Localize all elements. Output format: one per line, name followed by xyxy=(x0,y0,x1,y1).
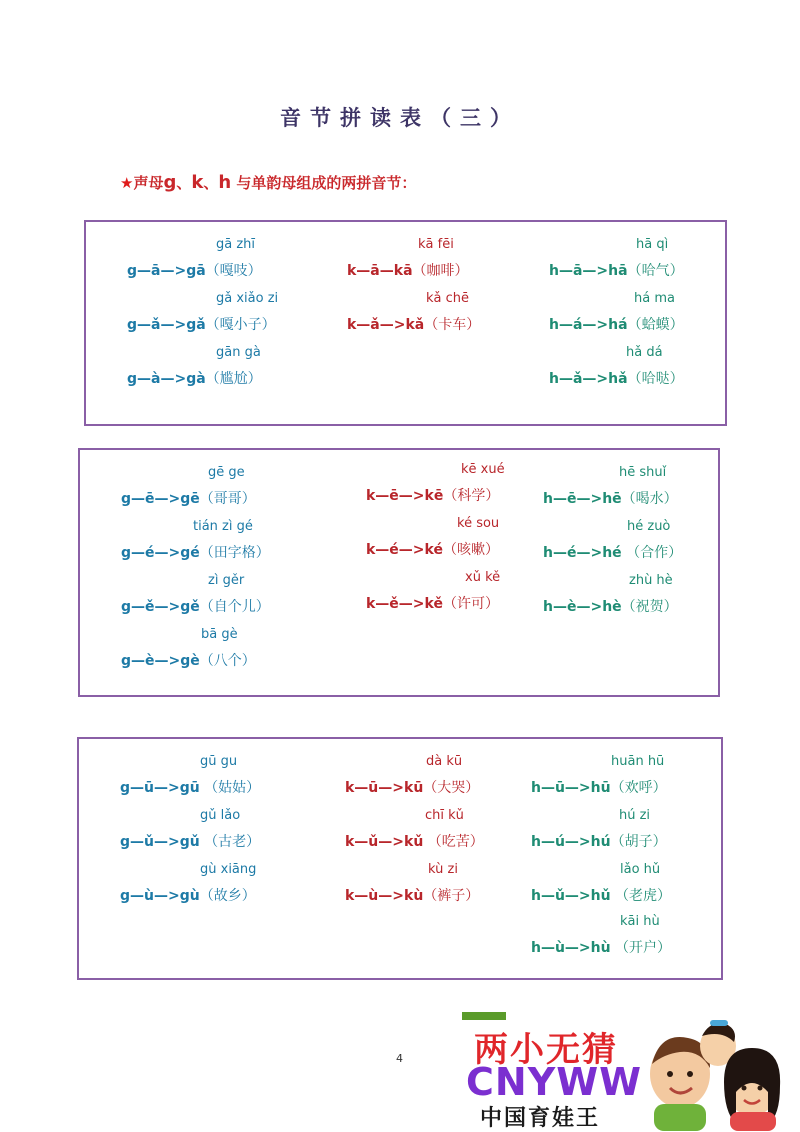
pinyin-word: zì gěr xyxy=(208,573,245,588)
example-word: （咳嗽） xyxy=(442,542,499,558)
spelling-row xyxy=(127,262,262,280)
example-word: （古老） xyxy=(199,834,261,850)
example-word: （祝贺） xyxy=(621,599,678,615)
spelling-formula: k—ē—> xyxy=(366,488,425,504)
spelling-formula: h—ú—> xyxy=(531,834,591,850)
example-word: （哈气） xyxy=(627,263,684,279)
spelling-row xyxy=(531,887,671,905)
pinyin-word: dà kū xyxy=(426,754,463,769)
syllable-result: hū xyxy=(590,780,611,796)
spelling-row xyxy=(531,779,667,797)
pinyin-word: chī kǔ xyxy=(425,808,464,823)
example-word: （咖啡） xyxy=(412,263,469,279)
pinyin-word: bā gè xyxy=(201,627,238,642)
syllable-result: gū xyxy=(179,780,200,796)
syllable-result: gù xyxy=(179,888,200,904)
spelling-row xyxy=(366,541,499,559)
pinyin-word: ké sou xyxy=(457,516,500,531)
pinyin-word: kā fēi xyxy=(418,237,454,252)
spelling-formula: k—é—> xyxy=(366,542,425,558)
spelling-formula: h—ē—> xyxy=(543,491,603,507)
example-word: （嘎吱） xyxy=(205,263,262,279)
spelling-formula: h—è—> xyxy=(543,599,603,615)
spelling-row xyxy=(121,598,270,616)
spelling-formula: g—è—> xyxy=(121,653,181,669)
spelling-row xyxy=(543,544,682,562)
pinyin-word: gù xiāng xyxy=(200,862,257,877)
spelling-formula: g—ē—> xyxy=(121,491,181,507)
spelling-row xyxy=(549,316,684,334)
syllable-result: hè xyxy=(602,599,622,615)
pinyin-word: xǔ kě xyxy=(465,570,501,585)
spelling-formula: h—ā—> xyxy=(549,263,609,279)
spelling-formula: h—é—> xyxy=(543,545,603,561)
example-word: （故乡） xyxy=(199,888,256,904)
spelling-row xyxy=(531,939,671,957)
example-word: （卡车） xyxy=(424,317,481,333)
spelling-row xyxy=(347,316,480,334)
example-word: （嘎小子） xyxy=(205,317,276,333)
spelling-formula: k—ū—> xyxy=(345,780,405,796)
spelling-row xyxy=(121,652,256,670)
spelling-row xyxy=(366,595,499,613)
spelling-formula: g—à—> xyxy=(127,371,187,387)
spelling-row xyxy=(120,887,256,905)
syllable-result: kǎ xyxy=(405,317,425,333)
spelling-row xyxy=(549,262,684,280)
syllable-result: kě xyxy=(424,596,443,612)
example-word: （吃苦） xyxy=(423,834,484,850)
spelling-formula: h—á—> xyxy=(549,317,609,333)
pinyin-word: hā qì xyxy=(636,237,669,252)
syllable-result: gè xyxy=(180,653,200,669)
pinyin-word: gā zhī xyxy=(216,237,256,252)
syllable-result: hù xyxy=(590,940,611,956)
syllable-result: hē xyxy=(602,491,622,507)
logo-line-1: 两小无猜 xyxy=(474,1030,618,1070)
spelling-row xyxy=(549,370,684,388)
brand-logo xyxy=(462,1012,800,1131)
example-word: （老虎） xyxy=(610,888,672,904)
spelling-row xyxy=(543,598,678,616)
page-title: 音节拼读表（三） xyxy=(280,105,520,130)
example-word: （姑姑） xyxy=(199,780,261,796)
syllable-result: gǎ xyxy=(186,317,206,333)
example-word: （喝水） xyxy=(621,491,678,507)
spelling-formula: k—ǎ—> xyxy=(347,317,406,333)
syllable-result: hǔ xyxy=(590,888,611,904)
syllable-result: hú xyxy=(590,834,611,850)
pinyin-word: gū gu xyxy=(200,754,238,769)
star-icon: ★ xyxy=(120,174,134,192)
syllable-result: há xyxy=(608,317,628,333)
spelling-row xyxy=(120,833,260,851)
pinyin-word: gān gà xyxy=(216,345,261,360)
syllable-result: gě xyxy=(180,599,200,615)
logo-line-3: 中国育娃王 xyxy=(480,1106,601,1131)
syllable-result: kū xyxy=(404,780,424,796)
spelling-formula: g—ǔ—> xyxy=(120,834,180,850)
subtitle-sep-1: 、 xyxy=(176,174,192,192)
syllable-result: hé xyxy=(602,545,622,561)
example-word: （许可） xyxy=(442,596,499,612)
example-word: （八个） xyxy=(199,653,256,669)
syllable-result: kǔ xyxy=(404,834,424,850)
spelling-formula: g—ù—> xyxy=(120,888,180,904)
spelling-formula: h—ǎ—> xyxy=(549,371,609,387)
pinyin-word: hé zuò xyxy=(627,519,671,534)
spelling-row xyxy=(120,779,260,797)
example-word: （合作） xyxy=(621,545,683,561)
pinyin-word: tián zì gé xyxy=(193,519,253,534)
pinyin-word: gǔ lǎo xyxy=(200,808,241,823)
syllable-result: kù xyxy=(404,888,424,904)
pinyin-word: huān hū xyxy=(611,754,665,769)
pinyin-word: hú zi xyxy=(619,808,651,823)
spelling-row xyxy=(127,316,276,334)
spelling-formula: g—ū—> xyxy=(120,780,180,796)
spelling-formula: h—ǔ—> xyxy=(531,888,591,904)
initial-k: k xyxy=(191,172,204,193)
spelling-formula: g—ā—> xyxy=(127,263,187,279)
syllable-result: hǎ xyxy=(608,371,628,387)
initial-g: g xyxy=(163,172,177,193)
pinyin-word: kǎ chē xyxy=(426,291,470,306)
spelling-formula: k—ā— xyxy=(347,263,394,279)
example-word: （田字格） xyxy=(199,545,270,561)
pinyin-word: kē xué xyxy=(461,462,505,477)
example-word: （胡子） xyxy=(610,834,667,850)
family-mascot-icon xyxy=(640,1012,800,1131)
syllable-result: gē xyxy=(180,491,200,507)
spelling-formula: k—ù—> xyxy=(345,888,405,904)
spelling-row xyxy=(366,487,499,505)
subtitle-suffix: 与单韵母组成的两拼音节： xyxy=(231,174,417,192)
pinyin-word: gǎ xiǎo zi xyxy=(216,291,279,306)
spelling-row xyxy=(345,833,484,851)
logo-bar xyxy=(462,1012,506,1020)
example-word: （哈哒） xyxy=(627,371,684,387)
spelling-formula: g—ě—> xyxy=(121,599,181,615)
example-word: （欢呼） xyxy=(610,780,667,796)
pinyin-word: hē shuǐ xyxy=(619,465,667,480)
spelling-formula: g—ǎ—> xyxy=(127,317,187,333)
example-word: （开户） xyxy=(610,940,672,956)
spelling-row xyxy=(121,544,270,562)
spelling-row xyxy=(345,779,479,797)
syllable-result: gà xyxy=(186,371,206,387)
syllable-result: gé xyxy=(180,545,200,561)
example-word: （裤子） xyxy=(423,888,480,904)
pinyin-word: hǎ dá xyxy=(626,345,663,360)
pinyin-word: kù zi xyxy=(428,862,458,877)
spelling-row xyxy=(347,262,469,280)
example-word: （蛤蟆） xyxy=(627,317,684,333)
example-word: （大哭） xyxy=(423,780,480,796)
syllable-result: kē xyxy=(424,488,444,504)
syllable-result: gā xyxy=(186,263,206,279)
section-subtitle xyxy=(120,172,416,193)
pinyin-word: há ma xyxy=(634,291,675,306)
pinyin-word: zhù hè xyxy=(629,573,673,588)
spelling-row xyxy=(543,490,678,508)
example-word: （科学） xyxy=(443,488,500,504)
spelling-formula: k—ě—> xyxy=(366,596,425,612)
syllable-result: gǔ xyxy=(179,834,200,850)
pinyin-word: gē ge xyxy=(208,465,245,480)
logo-line-2: CNYWW xyxy=(466,1060,643,1104)
spelling-formula: k—ǔ—> xyxy=(345,834,405,850)
example-word: （哥哥） xyxy=(199,491,256,507)
example-word: （自个儿） xyxy=(199,599,270,615)
spelling-row xyxy=(127,370,262,388)
syllable-result: hā xyxy=(608,263,628,279)
syllable-result: ké xyxy=(424,542,443,558)
syllable-result: kā xyxy=(393,263,413,279)
pinyin-word: lǎo hǔ xyxy=(620,862,661,877)
initial-h: h xyxy=(218,172,232,193)
spelling-row xyxy=(531,833,667,851)
spelling-formula: h—ū—> xyxy=(531,780,591,796)
spelling-formula: g—é—> xyxy=(121,545,181,561)
spelling-row xyxy=(345,887,479,905)
subtitle-prefix: 声母 xyxy=(133,174,164,192)
spelling-formula: h—ù—> xyxy=(531,940,591,956)
page-number: 4 xyxy=(396,1052,403,1065)
pinyin-word: kāi hù xyxy=(620,914,660,929)
example-word: （尴尬） xyxy=(205,371,262,387)
spelling-row xyxy=(121,490,256,508)
subtitle-sep-2: 、 xyxy=(203,174,219,192)
